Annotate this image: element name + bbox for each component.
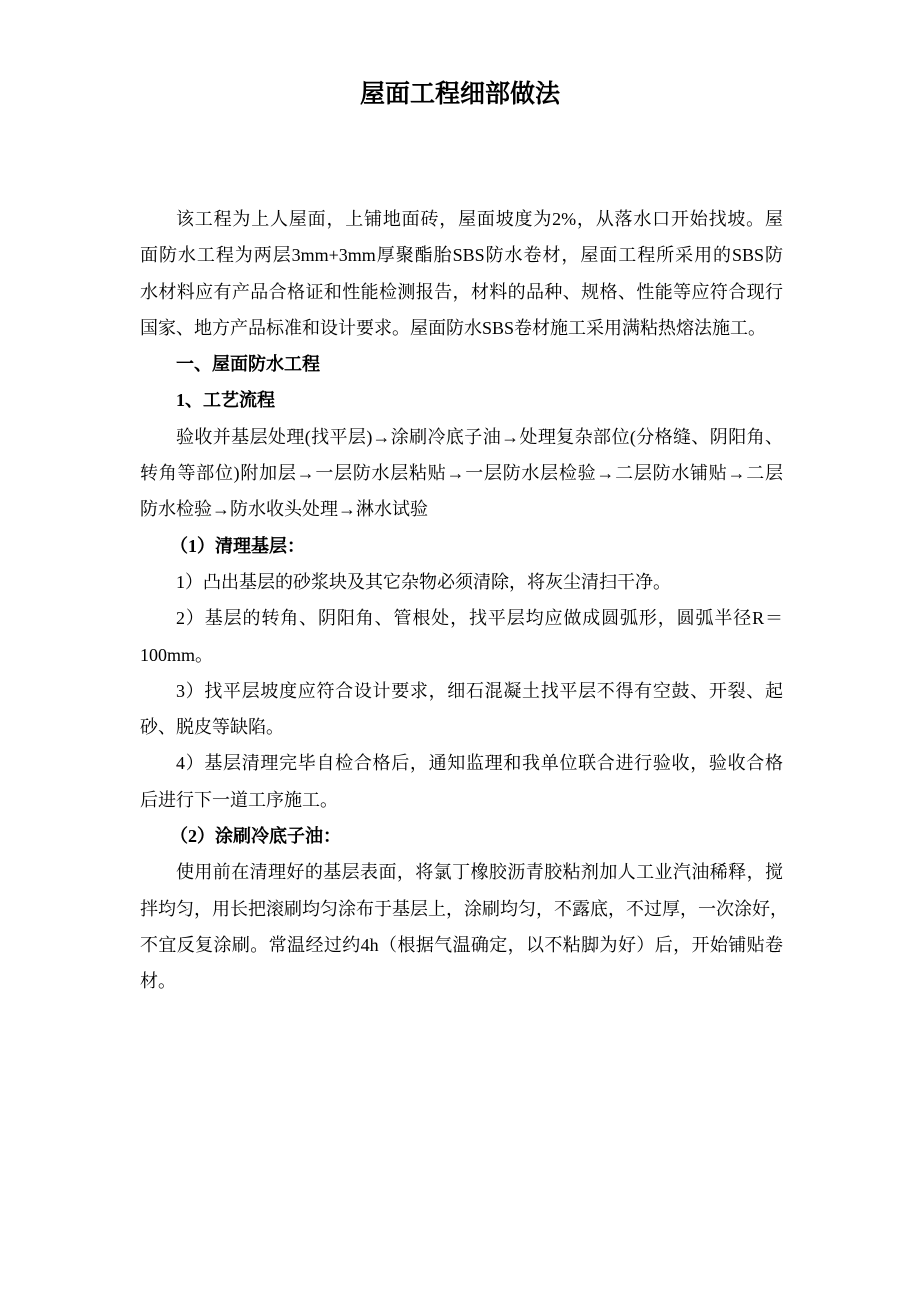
text-line: （1）清理基层： <box>170 535 305 556</box>
paragraph <box>140 854 788 999</box>
paragraph <box>140 201 783 346</box>
text-line: 后进行下一道工序施工。 <box>140 789 338 810</box>
text-line: 转角等部位)附加层→一层防水层粘贴→一层防水层检验→二层防水铺贴→二层 <box>140 463 783 484</box>
text-line: 拌均匀，用长把滚刷均匀涂布于基层上，涂刷均匀，不露底，不过厚，一次涂好， <box>140 898 788 919</box>
section-heading <box>140 382 783 418</box>
text-line: （2）涂刷冷底子油： <box>170 826 341 847</box>
text-line: 3）找平层坡度应符合设计要求，细石混凝土找平层不得有空鼓、开裂、起 <box>176 680 783 701</box>
document-body <box>140 201 788 1000</box>
paragraph <box>140 419 783 528</box>
text-line: 1）凸出基层的砂浆块及其它杂物必须清除，将灰尘清扫干净。 <box>176 571 671 592</box>
text-line: 4）基层清理完毕自检合格后，通知监理和我单位联合进行验收，验收合格 <box>176 753 783 774</box>
paragraph <box>140 564 783 600</box>
text-line: 该工程为上人屋面，上铺地面砖，屋面坡度为2%，从落水口开始找坡。屋 <box>176 209 783 229</box>
text-line: 100mm。 <box>140 644 214 665</box>
text-line: 使用前在清理好的基层表面，将氯丁橡胶沥青胶粘剂加人工业汽油稀释，搅 <box>176 862 783 883</box>
document-title: 屋面工程细部做法 <box>359 81 560 108</box>
text-line: 不宜反复涂刷。常温经过约4h（根据气温确定，以不粘脚为好）后，开始铺贴卷 <box>140 934 783 955</box>
text-line: 验收并基层处理(找平层)→涂刷冷底子油→处理复杂部位(分格缝、阴阳角、 <box>176 426 783 447</box>
text-line: 一、屋面防水工程 <box>176 354 320 375</box>
text-line: 1、工艺流程 <box>176 390 275 411</box>
text-line: 面防水工程为两层3mm+3mm厚聚酯胎SBS防水卷材，屋面工程所采用的SBS防 <box>140 245 783 266</box>
text-line: 砂、脱皮等缺陷。 <box>140 717 284 738</box>
text-line: 2）基层的转角、阴阳角、管根处，找平层均应做成圆弧形，圆弧半径R＝ <box>176 608 783 629</box>
subsection-heading <box>140 528 783 564</box>
paragraph <box>140 745 783 818</box>
paragraph <box>140 600 783 673</box>
section-heading <box>140 346 783 382</box>
text-line: 国家、地方产品标准和设计要求。屋面防水SBS卷材施工采用满粘热熔法施工。 <box>140 317 767 338</box>
paragraph <box>140 673 783 746</box>
text-line: 水材料应有产品合格证和性能检测报告，材料的品种、规格、性能等应符合现行 <box>140 281 783 302</box>
text-line: 防水检验→防水收头处理→淋水试验 <box>140 499 428 520</box>
text-line: 材。 <box>140 971 176 992</box>
subsection-heading <box>140 818 783 854</box>
